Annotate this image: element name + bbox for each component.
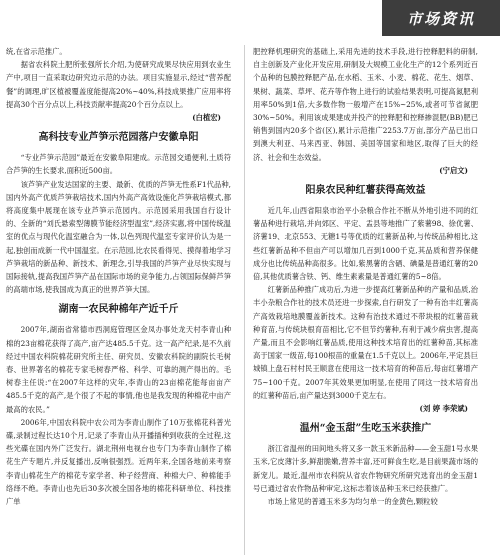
left-paragraph-5: 2006年,中国农科院中农公司为李青山制作了10万张棉花科普光碟,录制过程长达10个月,记录了李青山从开播插种到收获的全过程,这些光碟在国内外广泛发行。湖北荆州电视台也专门为李青山制作了棉花生产专题片,并反复播出,反响很强烈。近两年来,全国各地前来考察李青山棉花生产的棉花专家学者、种子经营商、种棉大户、种棉能手络绎不绝。李青山也先后30多次被全国各地的棉花科研单位、科技推广单 xyxy=(6,417,231,507)
left-paragraph-continued: 统,在省示范推广。 xyxy=(6,47,67,56)
right-paragraph-4: 市场上常见的普通玉米多为均匀单一的金黄色,颗粒较 xyxy=(267,497,438,507)
right-byline-2: (刘 婷 李荣斌) xyxy=(419,404,468,414)
left-paragraph-4: 2007年,湖南省常德市西洞庭管理区金凤办事处龙天村李青山种棉的23亩棉花获得了高产,亩产达485.5千克。这一高产纪录,是不久前经过中国农科院棉花研究所主任、研究员、安徽农科院的副院长毛树春、世界著名的棉花专家毛树春严格、科学、可靠的测产得出的。毛树春主任说:“在2007年这样的灾年,李青山的23亩棉花能每亩亩产485.5千克的高产,是个很了不起的事情,他也是我发现的种棉花中亩产最高的农民。” xyxy=(6,325,231,414)
right-column xyxy=(253,45,478,508)
headline-cotton: 湖南一农民种棉年产近千斤 xyxy=(58,304,179,316)
right-byline-1: (宁启文) xyxy=(439,165,468,175)
headline-corn: 温州“金玉甜”生吃玉米获推广 xyxy=(299,423,432,435)
left-paragraph-3: 该芦笋产业发达国家的主要、最新、优质的芦笋无性系F1代品种,国内外高产优质芦笋栽培技术,国内外高产高效设施化芦笋栽培模式,都将高度集中展现在该专业芦笋示范园内。示范园采用我国自行设计的、全新的“刘氏悬索型薄膜节能经济型温室”,经济实惠,将中国传统温室的优点与现代化温室融合为一体,以色列现代温室专家评价认为是一起,独创而成新一代中国温室。在示范园,比农民看得见、摸得着地学习芦笋栽培的新品种、新技术、新理念,引导我国的芦笋产业尽快实现与国际接轨,提高我国芦笋产品在国际市场的竞争能力,占领国际保鲜芦笋的高端市场,使我国成为真正的世界芦笋大国。 xyxy=(6,179,231,295)
right-paragraph-continued: 肥控释机理研究的基础上,采用先进的技术手段,进行控释肥料的研制,自主创新及产业化开发应用,研制及大规模工业化生产的12个系列近百个品种的包膜控释肥产品,在水稻、玉米、小麦、棉花、花生、烟草、果树、蔬菜、草坪、花卉等作物上进行的试验结果表明,可提高氮肥利用率50%到1倍,大多数作物一般增产在15%~25%,或者可节省氮肥30%~50%。利用该成果建成并投产的控释肥和控释掺混肥(BB)肥已销售到国内20多个省(区),累计示范推广2253.7万亩,部分产品已出口到澳大利亚、马来西亚、韩国、美国等国家和地区,取得了巨大的经济、社会和生态效益。 xyxy=(253,47,478,162)
left-column xyxy=(6,45,231,508)
left-paragraph-1: 据省农科院土肥所张强所长介绍,为使研究成果尽快应用到农业生产中,项目一直采取边研究边示范的办法。项目实施显示,经过“营养配餐”的调理,旷区植被覆盖度能提高20%~40%,科技成果推广应用率将提高30个百分点以上,科技贡献率提高20个百分点以上。 xyxy=(6,60,231,109)
left-paragraph-2: “专业芦笋示范园”最近在安徽阜阳建成。示范园交通便利,土质符合芦笋的生长要求,面积近500亩。 xyxy=(6,153,231,176)
column-divider xyxy=(244,45,245,555)
headline-asparagus: 高科技专业芦笋示范园落户安徽阜阳 xyxy=(38,132,199,144)
left-byline-1: (白植宏) xyxy=(192,113,221,123)
right-paragraph-1: 近几年,山西省阳泉市治平小杂粮合作社不断从外地引进不同的红薯品种进行栽培,并向郊区、平定、盂县等地推广了紫薯98、徐优薯、济薯19、北京553、无糖1号等优质的红薯新品种,与传统品种相比,这些红薯新品种不但亩产可以增加几百到1000千克,其品质和营养保健成分也比传统品种高很多。比如,紫黑薯的含硒、碘量是普通红薯的20倍,其他优质薯含铁、钙、维生素素量是普通红薯的5~8倍。 xyxy=(253,206,478,282)
section-title: 市场资讯 xyxy=(406,9,475,28)
right-paragraph-3: 浙江省温州的田间地头将又多一款玉米新品种——金玉甜1号水果玉米,它皮薄汁多,鲜甜脆嫩,营养丰富,还可鲜食生吃,是目前果蔬市场的新宠儿。最近,温州市农科院从省农作物研究所研究选育出的金玉甜1号已通过省农作物品种审定,这标志着该品种玉米已经获推广。 xyxy=(253,444,478,493)
right-paragraph-2: 红薯新品种推广成功后,为进一步提高红薯新品种的产量和品质,治丰小杂粮合作社的技术员还进一步探索,自行研发了一种有治丰红薯高产高效栽培地膜覆盖新技术。这种有治技术通过不带块根的红薯苗栽种育苗,与传统块根育苗相比,它不但节约薯种,有利于减少病虫害,提高产量,而且不会影响红薯品质,使用这种技术培育出的红薯种苗,其标准高于国家一级苗,每100根苗的重量在1.5千克以上。2006年,平定县巨城镇上盘石村村民王顺意在使用这一技术培育的种苗后,每亩红薯增产75~100千克。2007年其效果更加明显,在使用了同这一技术培育出的红薯种苗后,亩产量达到3000千克左右。 xyxy=(253,285,478,400)
section-banner xyxy=(382,0,500,36)
headline-sweet-potato: 阳泉农民种红薯获得高效益 xyxy=(305,185,426,197)
